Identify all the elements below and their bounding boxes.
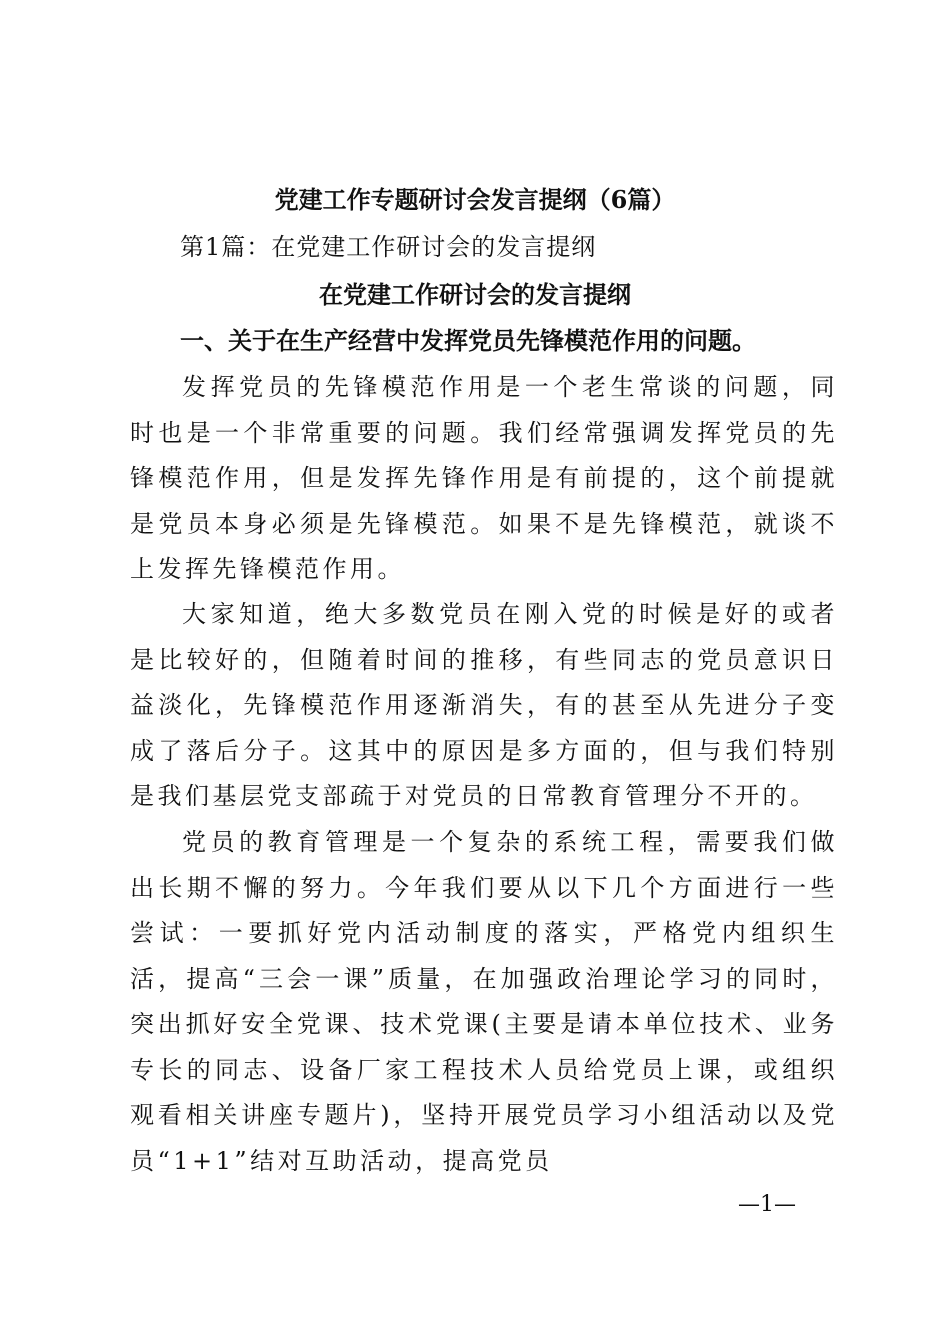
document-title: 党建工作专题研讨会发言提纲（6篇）	[274, 185, 676, 214]
part-label: 第1篇：在党建工作研讨会的发言提纲	[180, 233, 597, 261]
page-number: —1—	[738, 1192, 796, 1217]
heading-level-1: 一、关于在生产经营中发挥党员先锋模范作用的问题。	[180, 327, 756, 355]
body-paragraph-1: 发挥党员的先锋模范作用是一个老生常谈的问题，同时也是一个非常重要的问题。我们经常强调发挥党员的先锋模范作用，但是发挥先锋作用是有前提的，这个前提就是党员本身必须是先锋模范。如果不是先锋模范，就谈不上发挥先锋模范作用。	[130, 373, 838, 583]
body-paragraph-2: 大家知道，绝大多数党员在刚入党的时候是好的或者是比较好的，但随着时间的推移，有些同志的党员意识日益淡化，先锋模范作用逐渐消失，有的甚至从先进分子变成了落后分子。这其中的原因是多方面的，但与我们特别是我们基层党支部疏于对党员的日常教育管理分不开的。	[130, 600, 838, 810]
section-title: 在党建工作研讨会的发言提纲	[319, 280, 631, 309]
body-paragraph-3: 党员的教育管理是一个复杂的系统工程，需要我们做出长期不懈的努力。今年我们要从以下几个方面进行一些尝试：一要抓好党内活动制度的落实，严格党内组织生活，提高“三会一课”质量，在加强政治理论学习的同时，突出抓好安全党课、技术党课(主要是请本单位技术、业务专长的同志、设备厂家工程技术人员给党员上课，或组织观看相关讲座专题片)，坚持开展党员学习小组活动以及党员“1+1”结对互助活动，提高党员	[130, 828, 838, 1175]
